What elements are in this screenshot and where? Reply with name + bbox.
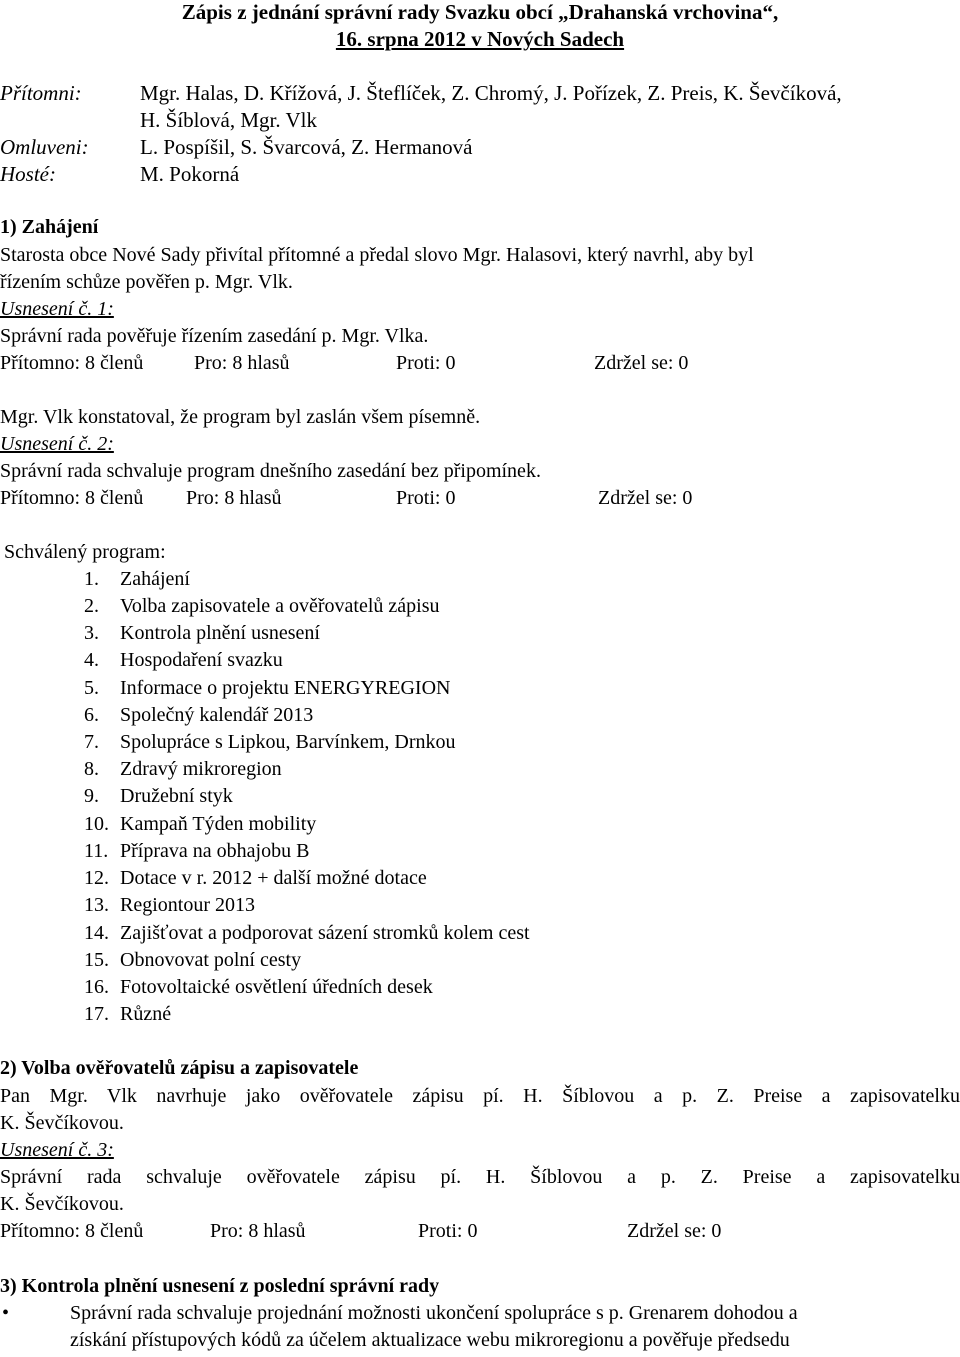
program-item-number: 5. (84, 677, 99, 699)
attendance-excused-value: L. Pospíšil, S. Švarcová, Z. Hermanová (140, 135, 473, 159)
vote1-present: Přítomno: 8 členů (0, 352, 144, 374)
program-item-text: Zdravý mikroregion (120, 758, 282, 780)
vote1-for: Pro: 8 hlasů (194, 352, 290, 374)
resolution2-label: Usnesení č. 2: (0, 433, 114, 455)
attendance-present-value-cont: H. Šíblová, Mgr. Vlk (140, 108, 317, 132)
program-item-text: Regiontour 2013 (120, 894, 255, 916)
vote3-present: Přítomno: 8 členů (0, 1220, 144, 1242)
program-item-text: Volba zapisovatele a ověřovatelů zápisu (120, 595, 440, 617)
program-item-number: 9. (84, 785, 99, 807)
program-item-text: Družební styk (120, 785, 233, 807)
vote2-abstain: Zdržel se: 0 (598, 487, 693, 509)
section3-bullet-line2: získání přístupových kódů za účelem aktualizace webu mikroregionu a pověřuje předsedu (70, 1329, 790, 1351)
vote3-for: Pro: 8 hlasů (210, 1220, 306, 1242)
program-item-number: 1. (84, 568, 99, 590)
resolution3-label: Usnesení č. 3: (0, 1139, 114, 1161)
program-item-number: 12. (84, 867, 109, 889)
resolution3-text-line1: Správní rada schvaluje ověřovatele zápisu pí. H. Šíblovou a p. Z. Preise a zapisovatelku (0, 1166, 960, 1188)
program-item-text: Různé (120, 1003, 172, 1025)
section3-heading: 3) Kontrola plnění usnesení z poslední správní rady (0, 1275, 440, 1297)
section1-text-line2: řízením schůze pověřen p. Mgr. Vlk. (0, 271, 293, 293)
document-title-line1: Zápis z jednání správní rady Svazku obcí „Drahanská vrchovina“, (181, 0, 779, 24)
attendance-guests-value: M. Pokorná (140, 162, 240, 186)
section3-bullet-line1: Správní rada schvaluje projednání možnosti ukončení spolupráce s p. Grenarem dohodou a (70, 1302, 798, 1324)
section2-heading: 2) Volba ověřovatelů zápisu a zapisovatele (0, 1057, 359, 1079)
program-item-number: 10. (84, 813, 109, 835)
document-title-line2: 16. srpna 2012 v Nových Sadech (335, 27, 625, 51)
vote3-abstain: Zdržel se: 0 (627, 1220, 722, 1242)
program-item-number: 3. (84, 622, 99, 644)
program-item-text: Kampaň Týden mobility (120, 813, 317, 835)
vote2-against: Proti: 0 (396, 487, 456, 509)
vote1-against: Proti: 0 (396, 352, 456, 374)
program-item-number: 14. (84, 922, 109, 944)
section2-text-line1: Pan Mgr. Vlk navrhuje jako ověřovatele zápisu pí. H. Šíblovou a p. Z. Preise a zapisovatelku (0, 1085, 960, 1107)
program-item-text: Spolupráce s Lipkou, Barvínkem, Drnkou (120, 731, 456, 753)
program-item-number: 6. (84, 704, 99, 726)
program-item-text: Společný kalendář 2013 (120, 704, 314, 726)
vote1-abstain: Zdržel se: 0 (594, 352, 689, 374)
program-label: Schválený program: (4, 541, 166, 563)
program-item-number: 7. (84, 731, 99, 753)
attendance-guests-label: Hosté: (0, 162, 56, 186)
resolution3-text-line2: K. Ševčíkovou. (0, 1193, 124, 1215)
program-item-text: Příprava na obhajobu B (120, 840, 310, 862)
program-item-number: 16. (84, 976, 109, 998)
resolution1-text: Správní rada pověřuje řízením zasedání p. Mgr. Vlka. (0, 325, 429, 347)
section1-heading: 1) Zahájení (0, 216, 99, 238)
vote3-against: Proti: 0 (418, 1220, 478, 1242)
program-item-text: Obnovovat polní cesty (120, 949, 302, 971)
vote2-for: Pro: 8 hlasů (186, 487, 282, 509)
program-item-number: 11. (84, 840, 109, 862)
attendance-excused-label: Omluveni: (0, 135, 89, 159)
program-item (84, 568, 99, 591)
program-item-number: 13. (84, 894, 109, 916)
resolution1-label: Usnesení č. 1: (0, 298, 114, 320)
program-item-text: Zahájení (120, 568, 190, 590)
section1-text-line1: Starosta obce Nové Sady přivítal přítomné a předal slovo Mgr. Halasovi, který navrhl, aby byl (0, 244, 754, 266)
program-item-number: 17. (84, 1003, 109, 1025)
attendance-present-value: Mgr. Halas, D. Křížová, J. Šteflíček, Z. Chromý, J. Pořízek, Z. Preis, K. Ševčíková, (140, 81, 842, 105)
program-item-text: Zajišťovat a podporovat sázení stromků kolem cest (120, 922, 530, 944)
program-item-number: 2. (84, 595, 99, 617)
vote2-present: Přítomno: 8 členů (0, 487, 144, 509)
program-item-text: Hospodaření svazku (120, 649, 283, 671)
program-item-number: 4. (84, 649, 99, 671)
program-item-text: Kontrola plnění usnesení (120, 622, 320, 644)
section1-text2: Mgr. Vlk konstatoval, že program byl zaslán všem písemně. (0, 406, 481, 428)
section2-text-line2: K. Ševčíkovou. (0, 1112, 124, 1134)
program-item-number: 15. (84, 949, 109, 971)
resolution2-text: Správní rada schvaluje program dnešního zasedání bez připomínek. (0, 460, 541, 482)
program-item-number: 8. (84, 758, 99, 780)
program-item-text: Fotovoltaické osvětlení úředních desek (120, 976, 433, 998)
attendance-present-label: Přítomni: (0, 81, 82, 105)
program-item-text: Dotace v r. 2012 + další možné dotace (120, 867, 427, 889)
program-item-text: Informace o projektu ENERGYREGION (120, 677, 451, 699)
bullet-icon: • (2, 1302, 10, 1324)
